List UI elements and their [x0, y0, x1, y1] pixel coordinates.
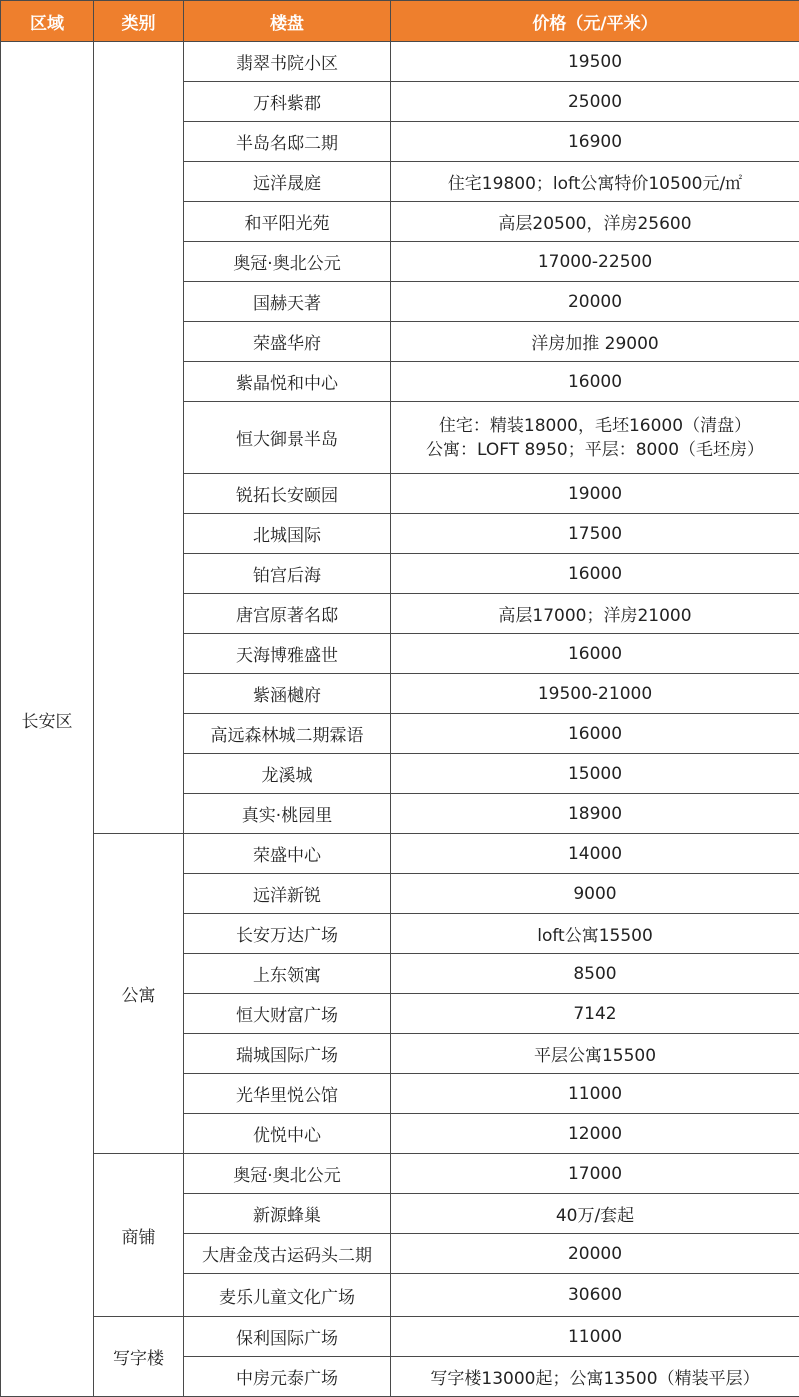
project-name-cell: 保利国际广场 [184, 1317, 391, 1357]
price-cell: loft公寓15500 [391, 914, 799, 954]
price-cell: 17000-22500 [391, 242, 799, 282]
price-line: 住宅：精装18000，毛坯16000（清盘） [393, 414, 797, 438]
price-cell: 18900 [391, 794, 799, 834]
project-name-cell: 恒大财富广场 [184, 994, 391, 1034]
project-name-cell: 真实·桃园里 [184, 794, 391, 834]
price-cell: 19000 [391, 474, 799, 514]
price-cell: 30600 [391, 1274, 799, 1317]
price-cell: 12000 [391, 1114, 799, 1154]
price-cell: 洋房加推 29000 [391, 322, 799, 362]
price-cell: 19500-21000 [391, 674, 799, 714]
price-cell: 8500 [391, 954, 799, 994]
header-region: 区域 [1, 1, 94, 42]
project-name-cell: 瑞城国际广场 [184, 1034, 391, 1074]
category-residential [94, 42, 184, 834]
project-name-cell: 新源蜂巢 [184, 1194, 391, 1234]
price-cell: 9000 [391, 874, 799, 914]
price-cell: 高层20500，洋房25600 [391, 202, 799, 242]
price-cell [391, 402, 799, 474]
price-cell: 平层公寓15500 [391, 1034, 799, 1074]
price-cell: 11000 [391, 1074, 799, 1114]
project-name-cell: 光华里悦公馆 [184, 1074, 391, 1114]
project-name-cell: 北城国际 [184, 514, 391, 554]
price-cell: 25000 [391, 82, 799, 122]
price-cell: 14000 [391, 834, 799, 874]
price-cell: 16000 [391, 554, 799, 594]
header-project: 楼盘 [184, 1, 391, 42]
table-header-row [1, 1, 799, 42]
category-office: 写字楼 [94, 1317, 184, 1397]
header-category: 类别 [94, 1, 184, 42]
table-row [1, 1317, 799, 1357]
project-name-cell: 国赫天著 [184, 282, 391, 322]
project-name-cell: 紫涵樾府 [184, 674, 391, 714]
project-name-cell: 半岛名邸二期 [184, 122, 391, 162]
project-name-cell: 万科紫郡 [184, 82, 391, 122]
project-name-cell: 高远森林城二期霖语 [184, 714, 391, 754]
price-cell: 19500 [391, 42, 799, 82]
project-name-cell: 奥冠·奥北公元 [184, 1154, 391, 1194]
project-name-cell: 翡翠书院小区 [184, 42, 391, 82]
project-name-cell: 荣盛华府 [184, 322, 391, 362]
price-cell: 16000 [391, 634, 799, 674]
price-cell: 20000 [391, 1234, 799, 1274]
price-cell: 40万/套起 [391, 1194, 799, 1234]
price-line: 公寓：LOFT 8950；平层：8000（毛坯房） [393, 438, 797, 462]
price-cell: 16900 [391, 122, 799, 162]
price-cell: 17500 [391, 514, 799, 554]
table-body [1, 42, 799, 1397]
project-name-cell: 锐拓长安颐园 [184, 474, 391, 514]
project-name-cell: 优悦中心 [184, 1114, 391, 1154]
price-cell: 20000 [391, 282, 799, 322]
price-cell: 16000 [391, 362, 799, 402]
price-cell: 高层17000；洋房21000 [391, 594, 799, 634]
project-name-cell: 龙溪城 [184, 754, 391, 794]
project-name-cell: 麦乐儿童文化广场 [184, 1274, 391, 1317]
project-name-cell: 奥冠·奥北公元 [184, 242, 391, 282]
table-row [1, 834, 799, 874]
price-cell: 11000 [391, 1317, 799, 1357]
project-name-cell: 紫晶悦和中心 [184, 362, 391, 402]
project-name-cell: 恒大御景半岛 [184, 402, 391, 474]
project-name-cell: 和平阳光苑 [184, 202, 391, 242]
project-name-cell: 长安万达广场 [184, 914, 391, 954]
header-price: 价格（元/平米） [391, 1, 799, 42]
price-cell: 16000 [391, 714, 799, 754]
price-cell: 写字楼13000起；公寓13500（精装平层） [391, 1357, 799, 1397]
project-name-cell: 远洋晟庭 [184, 162, 391, 202]
project-name-cell: 铂宫后海 [184, 554, 391, 594]
project-name-cell: 天海博雅盛世 [184, 634, 391, 674]
region-cell: 长安区 [1, 42, 94, 1397]
project-name-cell: 远洋新锐 [184, 874, 391, 914]
project-name-cell: 大唐金茂古运码头二期 [184, 1234, 391, 1274]
table-row [1, 1154, 799, 1194]
table-row [1, 42, 799, 82]
project-name-cell: 上东领寓 [184, 954, 391, 994]
category-apartment: 公寓 [94, 834, 184, 1154]
price-cell: 7142 [391, 994, 799, 1034]
project-name-cell: 唐宫原著名邸 [184, 594, 391, 634]
project-name-cell: 荣盛中心 [184, 834, 391, 874]
price-cell: 15000 [391, 754, 799, 794]
price-cell: 住宅19800；loft公寓特价10500元/㎡ [391, 162, 799, 202]
project-name-cell: 中房元泰广场 [184, 1357, 391, 1397]
category-shop: 商铺 [94, 1154, 184, 1317]
price-cell: 17000 [391, 1154, 799, 1194]
